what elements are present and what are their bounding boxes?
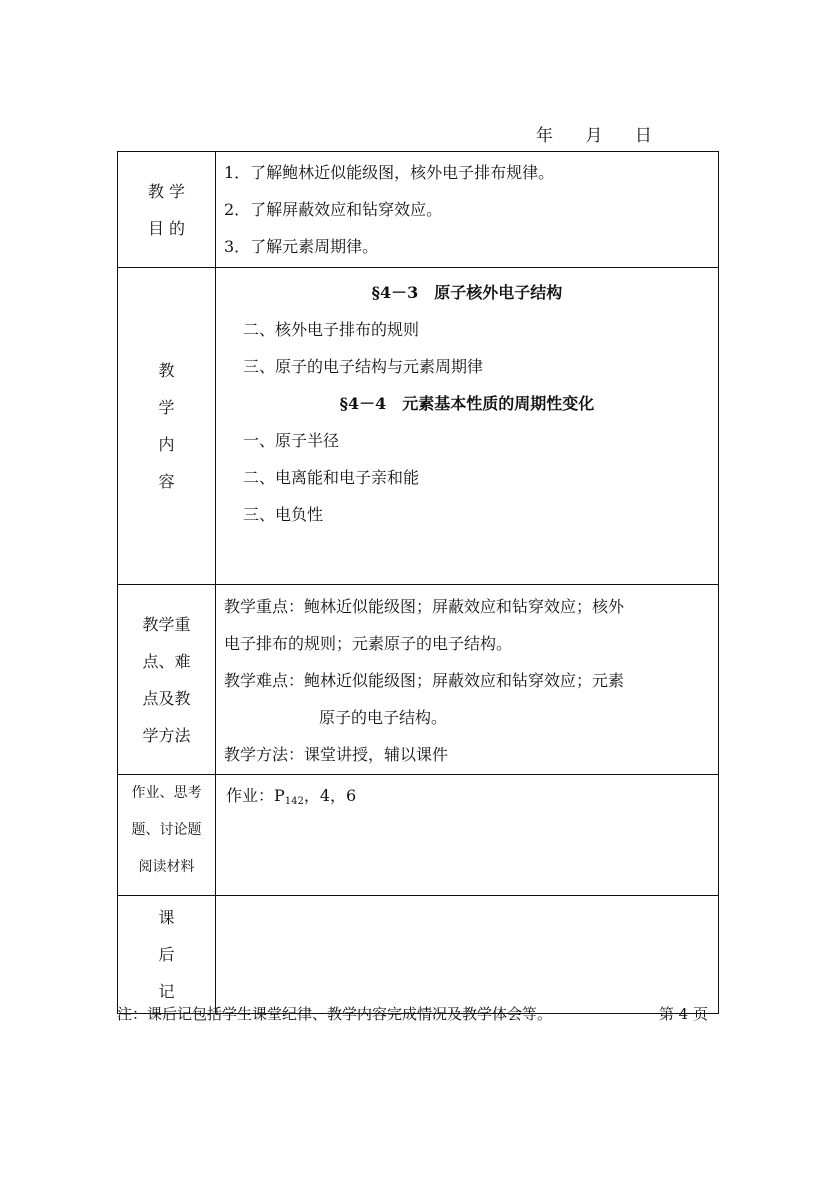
difficult-points-line: 原子的电子结构。 [319,708,448,727]
homework-label-cell [118,775,216,896]
difficult-points-line: 教学难点：鲍林近似能级图；屏蔽效应和钻穿效应；元素 [224,671,625,690]
focus-label-line: 学方法 [142,725,191,745]
focus-label-cell [118,585,216,775]
key-points-line: 电子排布的规则；元素原子的电子结构。 [224,634,513,653]
footer-note: 注：课后记包括学生课堂纪律、教学内容完成情况及教学体会等。 [117,1005,553,1023]
lesson-plan-table [117,151,719,1014]
homework-row [118,775,719,896]
afterclass-cell [216,896,719,1014]
section-item: 二、核外电子排布的规则 [243,320,420,339]
focus-label-line: 点及教 [142,688,191,708]
section-heading: §4－3 原子核外电子结构 [371,283,563,302]
teaching-method: 教学方法：课堂讲授，辅以课件 [224,745,449,764]
goals-label-line: 目 的 [147,218,186,238]
homework-label-line: 作业、思考 [131,785,202,801]
homework-label-line: 题、讨论题 [131,822,202,838]
section-heading: §4－4 元素基本性质的周期性变化 [339,394,595,413]
homework-label-line: 阅读材料 [138,859,195,875]
goals-label-cell [118,152,216,268]
day-label: 日 [634,126,652,146]
focus-label-line: 点、难 [142,651,191,671]
homework-prefix: 作业：P [226,786,285,805]
key-points-line: 教学重点：鲍林近似能级图；屏蔽效应和钻穿效应；核外 [224,597,625,616]
footer [117,1003,718,1024]
content-label-line: 学 [158,398,175,417]
goals-label-line: 教 学 [147,181,186,201]
focus-cell [216,585,719,775]
month-label: 月 [585,126,603,146]
page-number: 第 4 页 [658,1005,708,1023]
section-item: 一、原子半径 [243,431,340,450]
afterclass-label-line: 记 [158,982,175,1001]
focus-row [118,585,719,775]
goal-item: 2．了解屏蔽效应和钻穿效应。 [224,200,443,219]
section-item: 三、原子的电子结构与元素周期律 [243,357,484,376]
afterclass-label-line: 后 [158,945,175,964]
content-cell [216,268,719,585]
content-label-line: 教 [158,361,175,380]
homework-page-subscript: 142 [284,796,304,807]
date-line [536,121,652,146]
goal-item: 1．了解鲍林近似能级图，核外电子排布规律。 [224,163,555,182]
content-row [118,268,719,585]
goal-item: 3．了解元素周期律。 [224,237,379,256]
homework-cell [216,775,719,896]
homework-suffix: ，4，6 [303,786,357,805]
year-label: 年 [536,126,553,146]
goals-row [118,152,719,268]
section-item: 二、电离能和电子亲和能 [243,468,420,487]
goals-cell [216,152,719,268]
content-label-line: 内 [158,435,175,454]
afterclass-label-cell [118,896,216,1014]
afterclass-label-line: 课 [158,908,175,927]
focus-label-line: 教学重 [142,614,191,634]
afterclass-row [118,896,719,1014]
section-item: 三、电负性 [243,505,324,524]
content-label-cell [118,268,216,585]
content-label-line: 容 [158,472,175,491]
